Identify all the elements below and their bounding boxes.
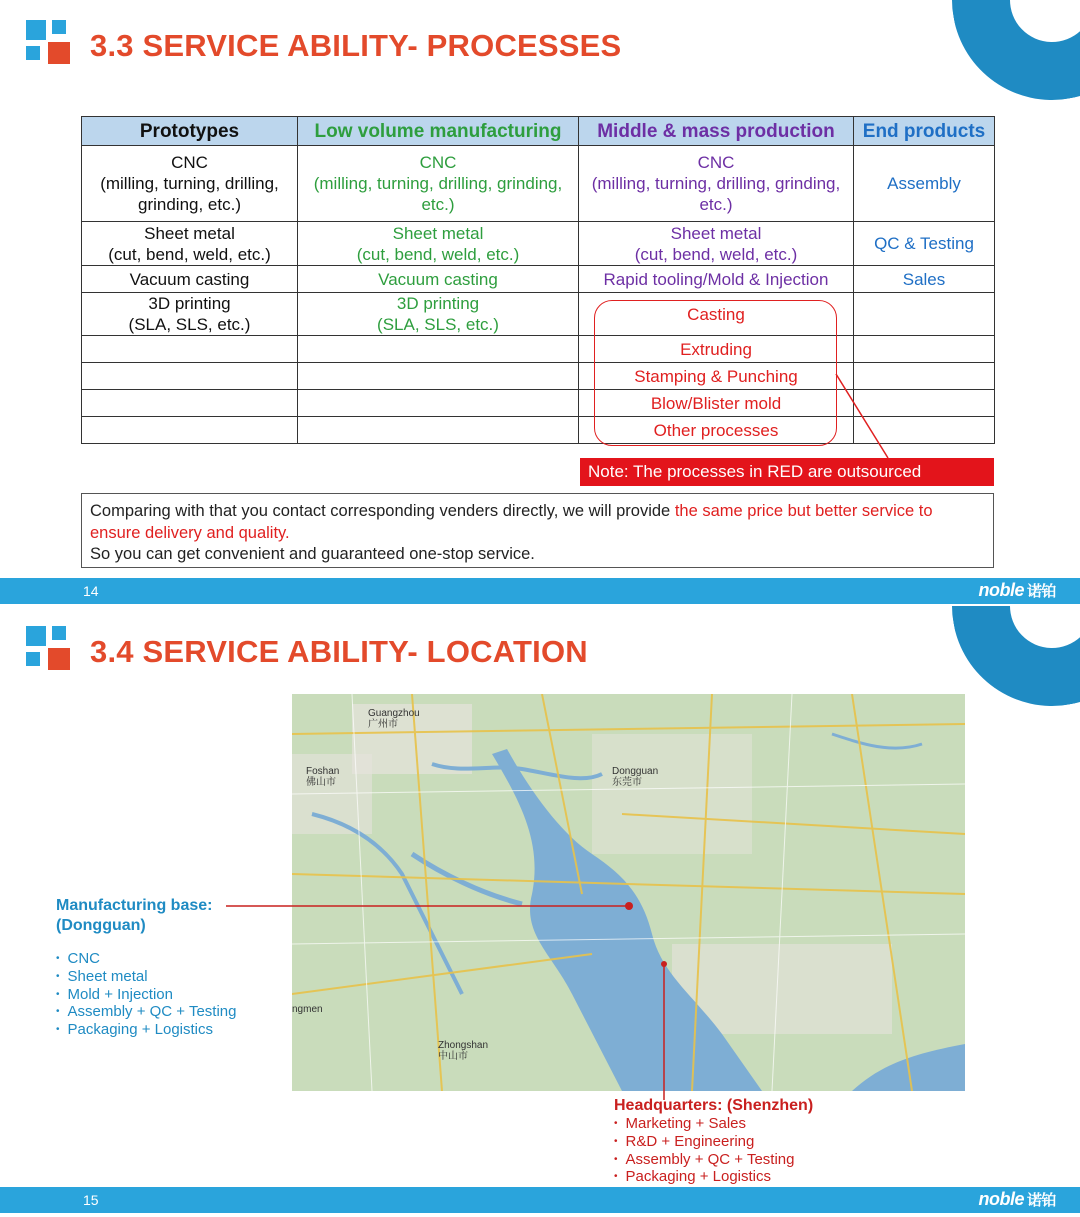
map-label-dongguan: Dongguan 东莞市 [612,766,659,788]
footer-bar [0,578,1080,604]
list-item-text: Packaging + Logistics [67,1021,214,1039]
bullet-icon: • [614,1135,618,1147]
shenzhen-marker-icon[interactable] [661,961,667,967]
list-item-text: Sheet metal [67,967,148,985]
table-cell: Sheet metal (cut, bend, weld, etc.) [579,222,854,266]
bullet-icon: • [56,988,60,1000]
list-item [614,1115,813,1133]
page-title: 3.4 SERVICE ABILITY- LOCATION [90,634,588,669]
table-row [82,266,995,293]
table-cell: Extruding [579,336,854,363]
table-cell [854,417,995,444]
table-cell: Sales [854,266,995,293]
table-cell: Casting [579,293,854,336]
table-cell [854,293,995,336]
brand-name: noble [978,580,1024,600]
list-item [56,968,236,986]
bullet-icon: • [614,1171,618,1183]
headquarters-list [614,1115,813,1186]
list-item-text: Mold + Injection [67,985,173,1003]
bullet-icon: • [56,1006,60,1018]
manufacturing-title: Manufacturing base: (Dongguan) [56,897,213,934]
list-item-text: Assembly + QC + Testing [67,1003,237,1021]
bullet-icon: • [614,1153,618,1165]
list-item [614,1133,813,1151]
location-map[interactable] [292,694,965,1091]
map-label-guangzhou: Guangzhou 广州市 [368,708,420,730]
table-cell [82,363,298,390]
header-mass-production: Middle & mass production [579,117,854,146]
table-cell: Sheet metal (cut, bend, weld, etc.) [298,222,579,266]
map-label-jiangmen: ngmen [292,1004,323,1015]
table-cell: Assembly [854,146,995,222]
footer-bar [0,1187,1080,1213]
header-prototypes: Prototypes [82,117,298,146]
list-item [56,950,236,968]
slide-location [0,606,1080,1217]
list-item [614,1151,813,1169]
bullet-icon: • [56,1024,60,1036]
brand-name: noble [978,1189,1024,1209]
headquarters-block [614,1096,813,1186]
table-cell [854,363,995,390]
map-label-foshan: Foshan 佛山市 [306,766,340,788]
table-cell: 3D printing (SLA, SLS, etc.) [298,293,579,336]
bullet-icon: • [56,953,60,964]
table-row [82,146,995,222]
table-cell [854,336,995,363]
brand-name-cn: 诺铂 [1026,583,1056,600]
brand-name-cn: 诺铂 [1026,1192,1056,1209]
table-row [82,417,995,444]
list-item-text: R&D + Engineering [625,1132,755,1150]
table-row [82,363,995,390]
page-title: 3.3 SERVICE ABILITY- PROCESSES [90,28,622,63]
table-cell: Vacuum casting [82,266,298,293]
table-cell [82,417,298,444]
bullet-icon: • [56,970,60,982]
headquarters-title: Headquarters: (Shenzhen) [614,1097,814,1114]
logo-squares-icon [26,20,72,70]
brand-logo [978,1189,1056,1210]
summary-highlight: the same price but better service to ensure delivery and quality. [90,502,933,542]
header-low-volume: Low volume manufacturing [298,117,579,146]
list-item-text: CNC [67,950,101,967]
corner-arc-decoration-icon [936,0,1080,116]
slide-processes [0,0,1080,606]
table-cell: Blow/Blister mold [579,390,854,417]
table-cell [298,336,579,363]
page-number: 14 [83,583,99,599]
table-row [82,390,995,417]
list-item [56,1021,236,1039]
logo-squares-icon [26,626,72,676]
map-label-zhongshan: Zhongshan 中山市 [438,1040,489,1062]
manufacturing-list [56,950,236,1039]
table-cell: QC & Testing [854,222,995,266]
processes-table [81,116,995,444]
table-cell [298,363,579,390]
table-cell: Stamping & Punching [579,363,854,390]
table-cell [854,390,995,417]
table-cell: CNC (milling, turning, drilling, grinding, etc.) [298,146,579,222]
table-cell: Rapid tooling/Mold & Injection [579,266,854,293]
list-item [56,1003,236,1021]
list-item-text: Packaging + Logistics [625,1168,772,1186]
bullet-icon: • [614,1118,618,1129]
list-item-text: Assembly + QC + Testing [625,1150,795,1168]
list-item-text: Marketing + Sales [625,1115,746,1132]
brand-logo [978,580,1056,601]
table-cell [82,390,298,417]
table-row [82,336,995,363]
page-number: 15 [83,1192,99,1208]
table-cell [298,390,579,417]
dongguan-marker-icon[interactable] [625,902,633,910]
outsourced-note: Note: The processes in RED are outsourced [580,458,994,486]
list-item [56,986,236,1004]
summary-box [81,493,994,568]
summary-text: Comparing with that you contact corresponding venders directly, we will provide [90,502,675,520]
map-terrain [292,694,965,1091]
table-cell: CNC (milling, turning, drilling, grinding, etc.) [82,146,298,222]
table-cell: CNC (milling, turning, drilling, grinding, etc.) [579,146,854,222]
list-item [614,1168,813,1186]
table-cell: Sheet metal (cut, bend, weld, etc.) [82,222,298,266]
table-cell: Vacuum casting [298,266,579,293]
table-row [82,222,995,266]
table-cell: 3D printing (SLA, SLS, etc.) [82,293,298,336]
table-cell: Other processes [579,417,854,444]
table-cell [298,417,579,444]
summary-line2: So you can get convenient and guaranteed one-stop service. [90,545,535,563]
manufacturing-base-block [56,896,236,1039]
table-header-row [82,117,995,146]
table-cell [82,336,298,363]
header-end-products: End products [854,117,995,146]
table-row [82,293,995,336]
